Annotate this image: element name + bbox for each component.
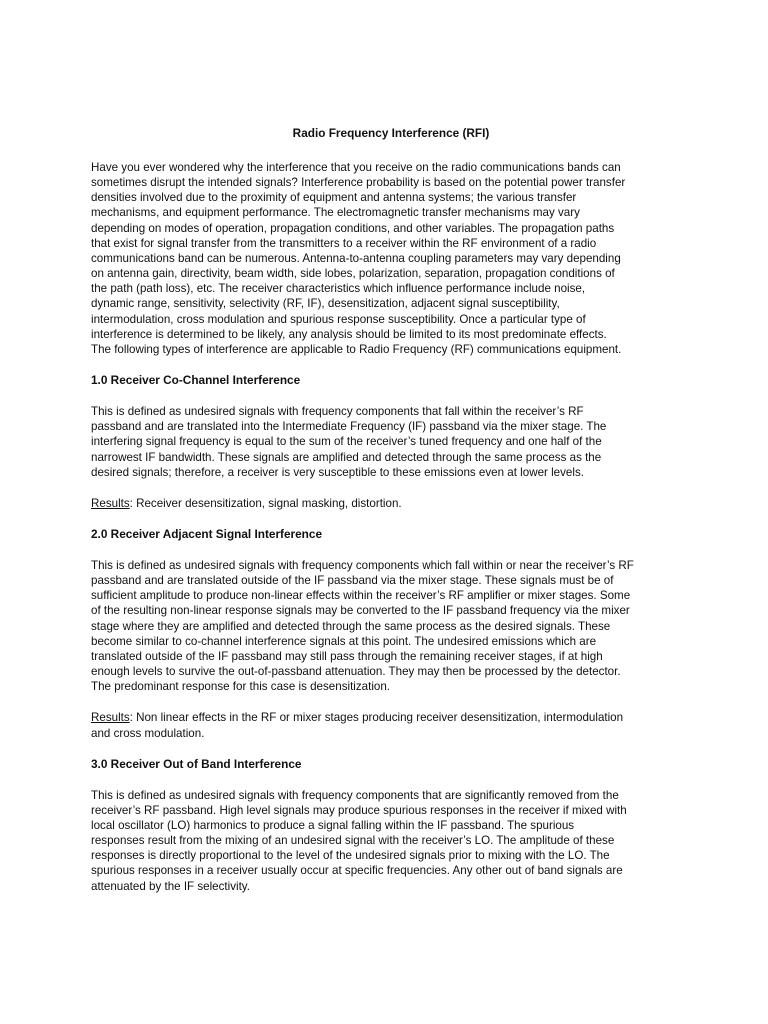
results-text: : Non linear effects in the RF or mixer stages producing receiver desensitization, intermodulation bbox=[129, 711, 624, 725]
results-label: Results bbox=[91, 711, 130, 725]
text-line: on antenna gain, directivity, beam width, side lobes, polarization, separation, propagation conditions of bbox=[91, 267, 615, 281]
text-line: dynamic range, sensitivity, selectivity (RF, IF), desensitization, adjacent signal susceptibility, bbox=[91, 297, 560, 311]
adjacent-signal-paragraph bbox=[91, 558, 691, 694]
text-line: interference is determined to be likely, any analysis should be limited to its most predominate effects. bbox=[91, 327, 607, 341]
text-line: local oscillator (LO) harmonics to produce a signal falling within the IF passband. The spurious bbox=[91, 819, 575, 832]
text-line: narrowest IF bandwidth. These signals are amplified and detected through the same process as the bbox=[91, 450, 602, 464]
results-line: and cross modulation. bbox=[91, 726, 205, 740]
text-line: translated outside of the IF passband may still pass through the remaining receiver stages, if at high bbox=[91, 649, 603, 663]
text-line: This is defined as undesired signals with frequency components that fall within the receiver’s RF bbox=[91, 405, 584, 419]
document-body bbox=[91, 126, 691, 910]
text-line: enough levels to survive the out-of-passband attenuation. They may then be processed by the detector. bbox=[91, 665, 621, 679]
text-line: that exist for signal transfer from the transmitters to a receiver within the RF environment of a radio bbox=[91, 236, 597, 250]
text-line: interfering signal frequency is equal to the sum of the receiver’s tuned frequency and one half of the bbox=[91, 435, 602, 449]
text-line: desired signals; therefore, a receiver is very susceptible to these emissions even at lower levels. bbox=[91, 465, 584, 479]
results-label: Results bbox=[91, 496, 130, 510]
text-line: communications band can be numerous. Antenna-to-antenna coupling parameters may vary depending bbox=[91, 251, 621, 265]
text-line: mechanisms, and equipment performance. The electromagnetic transfer mechanisms may vary bbox=[91, 206, 580, 220]
text-line: passband and are translated outside of the IF passband via the mixer stage. These signals must be of bbox=[91, 574, 614, 588]
section-heading-adjacent-signal: 2.0 Receiver Adjacent Signal Interference bbox=[91, 526, 323, 541]
text-line: stage where they are amplified and detected through the same process as the desired signals. These bbox=[91, 619, 611, 633]
text-line: passband and are translated into the Intermediate Frequency (IF) passband via the mixer stage. The bbox=[91, 420, 607, 434]
results-line bbox=[91, 496, 691, 511]
results-line bbox=[91, 710, 691, 725]
text-line: responses result from the mixing of an undesired signal with the receiver’s LO. The amplitude of these bbox=[91, 834, 615, 848]
text-line: depending on modes of operation, propagation conditions, and other variables. The propagation paths bbox=[91, 221, 615, 235]
text-line: the path (path loss), etc. The receiver characteristics which influence performance include noise, bbox=[91, 282, 586, 296]
text-line: attenuated by the IF selectivity. bbox=[91, 879, 250, 893]
text-line: sufficient amplitude to produce non-linear effects within the receiver’s RF amplifier or mixer stages. Some bbox=[91, 589, 631, 603]
results-text: : Receiver desensitization, signal masking, distortion. bbox=[129, 496, 402, 510]
intro-paragraph bbox=[91, 160, 691, 357]
text-line: The following types of interference are applicable to Radio Frequency (RF) communications equipment. bbox=[91, 342, 622, 356]
section-heading-co-channel: 1.0 Receiver Co-Channel Interference bbox=[91, 373, 301, 388]
text-line: become similar to co-channel interference signals at this point. The undesired emissions which are bbox=[91, 634, 597, 648]
text-line: The predominant response for this case is desensitization. bbox=[91, 680, 391, 694]
text-line: spurious responses in a receiver usually occur at specific frequencies. Any other out of band signals are bbox=[91, 864, 623, 878]
section-heading-out-of-band: 3.0 Receiver Out of Band Interference bbox=[91, 756, 302, 771]
out-of-band-paragraph bbox=[91, 788, 691, 894]
text-line: This is defined as undesired signals with frequency components that are significantly removed from the bbox=[91, 788, 619, 802]
text-line: intermodulation, cross modulation and spurious response susceptibility. Once a particular type of bbox=[91, 312, 586, 326]
text-line: sometimes disrupt the intended signals? Interference probability is based on the potential power transfer bbox=[91, 176, 626, 190]
text-line: responses is directly proportional to the level of the undesired signals prior to mixing with the LO. The bbox=[91, 849, 610, 863]
text-line: receiver’s RF passband. High level signals may produce spurious responses in the receiver if mixed with bbox=[91, 803, 627, 817]
text-line: Have you ever wondered why the interference that you receive on the radio communications bands can bbox=[91, 161, 621, 174]
co-channel-results bbox=[91, 496, 691, 511]
document-title: Radio Frequency Interference (RFI) bbox=[292, 126, 490, 140]
adjacent-signal-results bbox=[91, 710, 691, 740]
text-line: densities involved due to the proximity of equipment and antenna systems; the various transfer bbox=[91, 191, 577, 205]
text-line: This is defined as undesired signals with frequency components which fall within or near the receiver’s RF bbox=[91, 558, 634, 572]
co-channel-paragraph bbox=[91, 404, 691, 480]
text-line: of the resulting non-linear response signals may be converted to the IF passband frequency via the mixer bbox=[91, 604, 630, 618]
